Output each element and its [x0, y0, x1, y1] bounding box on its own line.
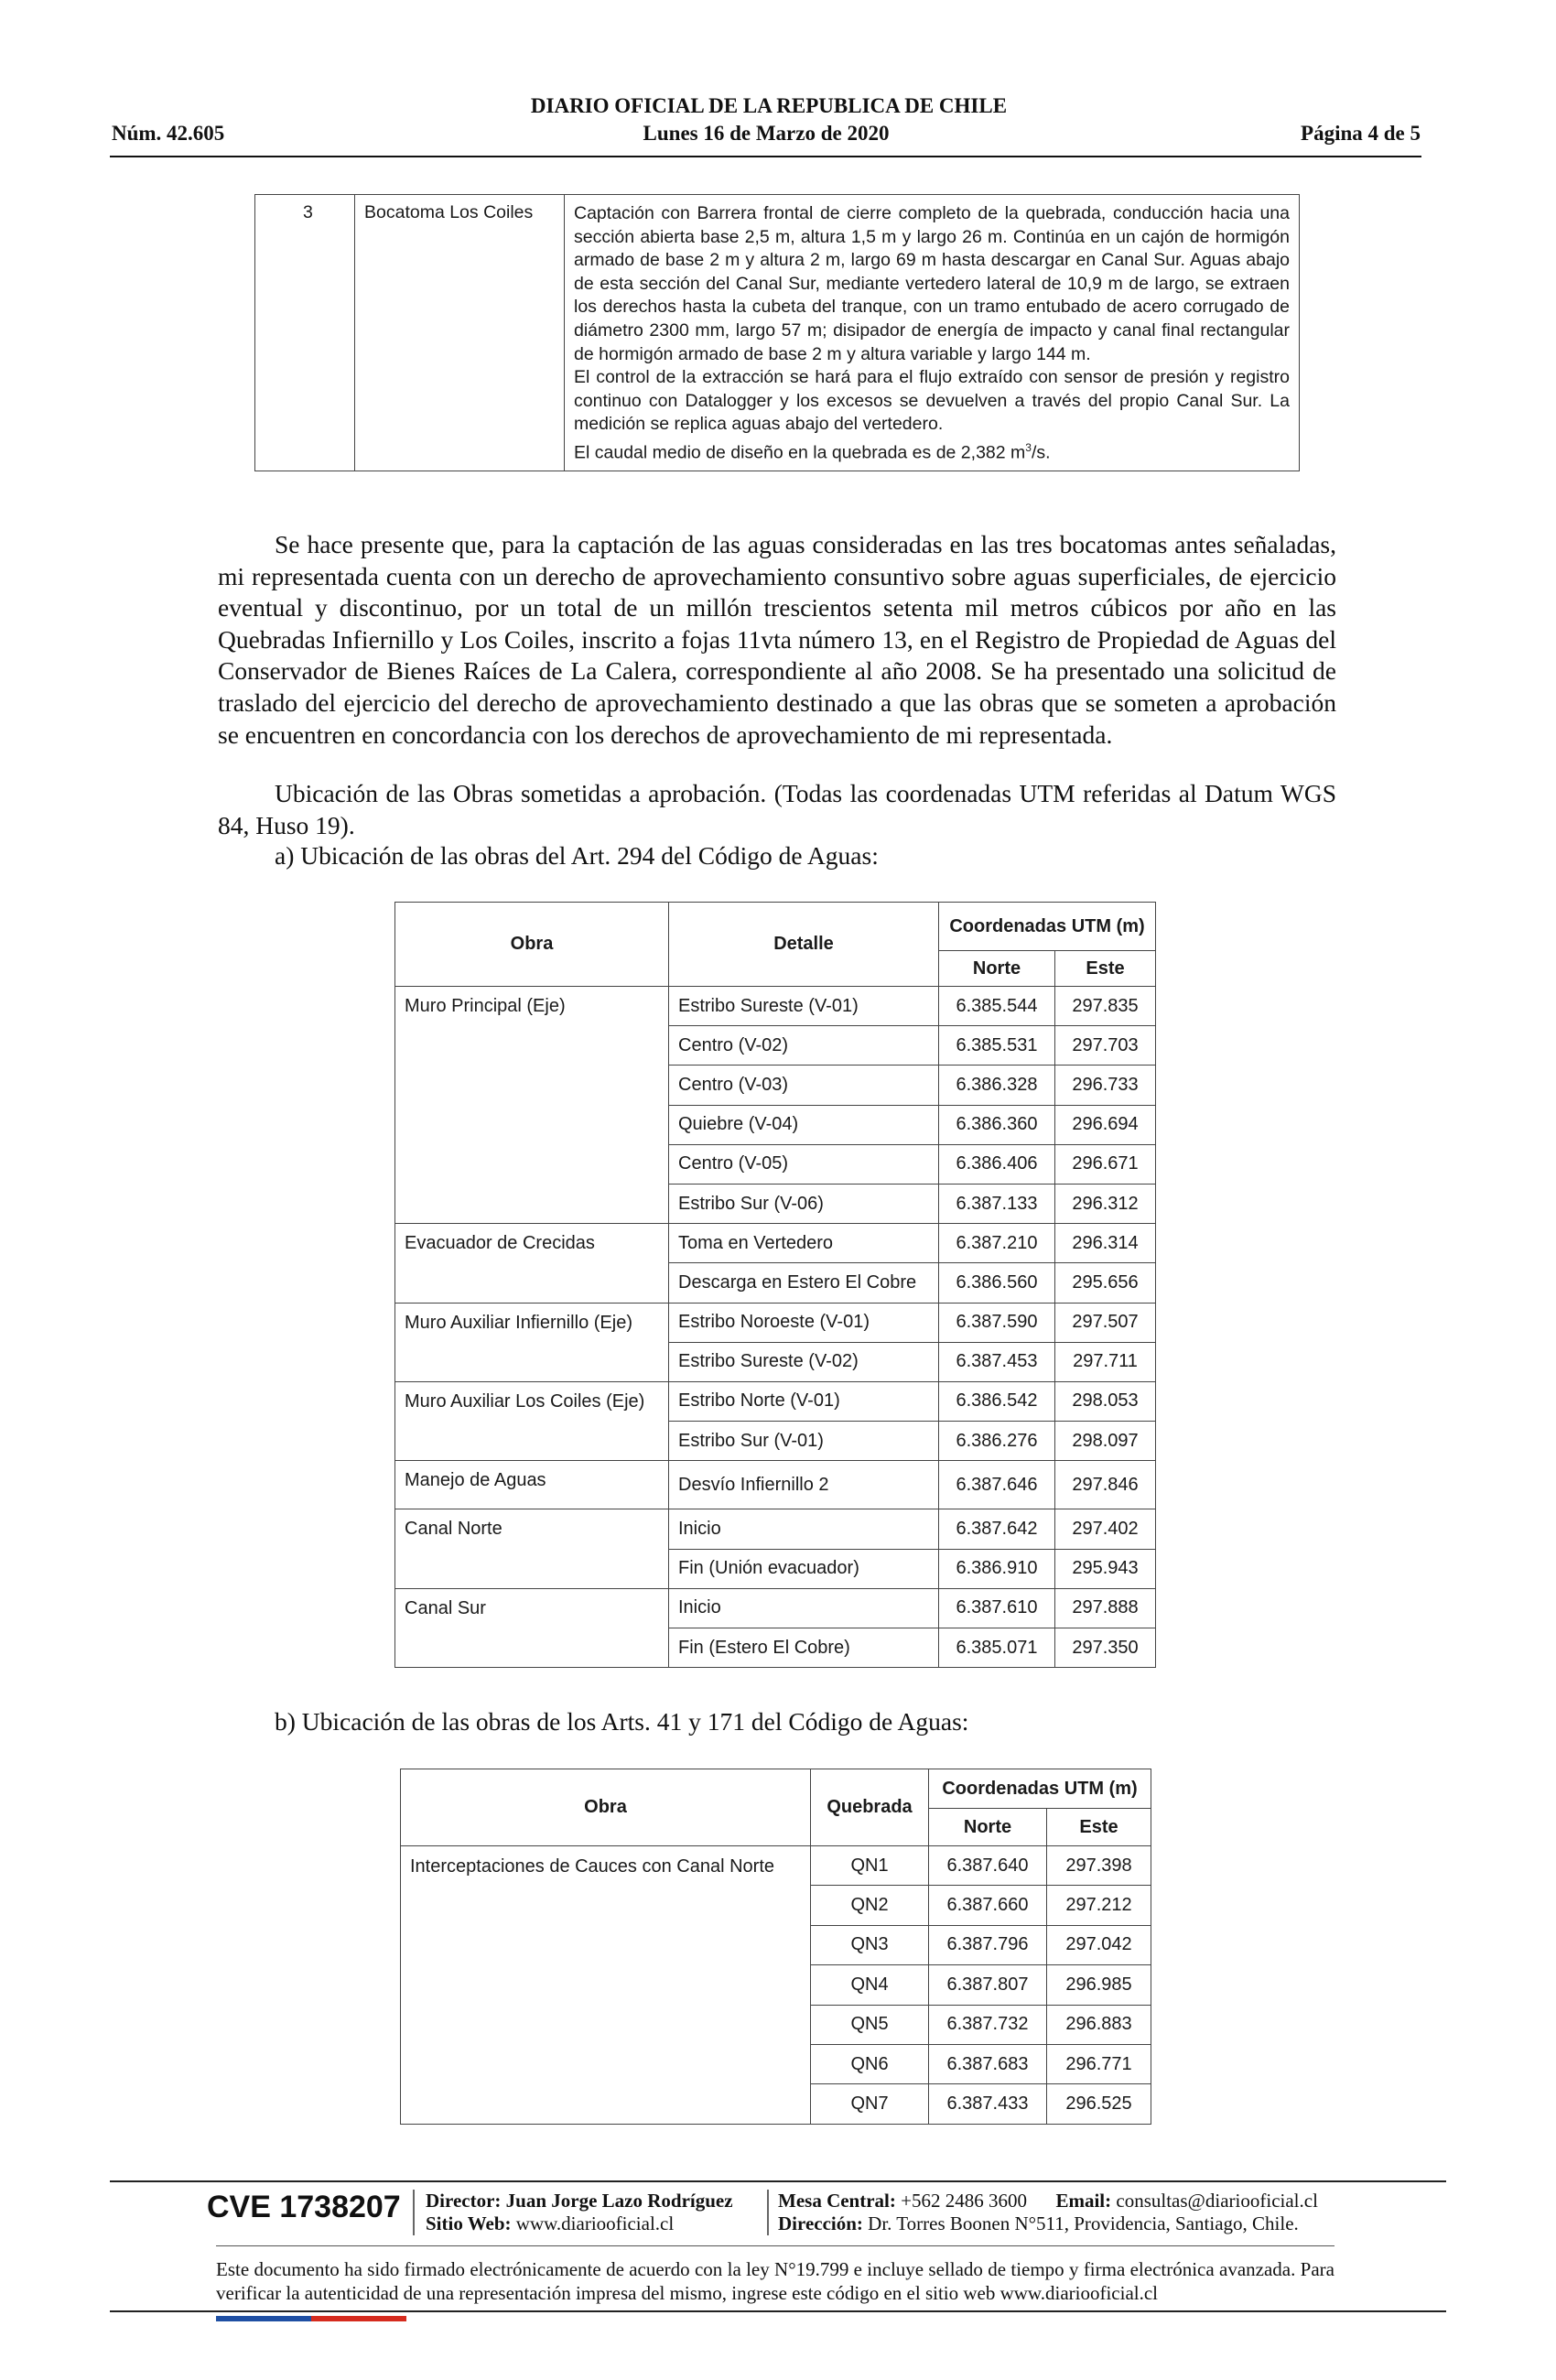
col-header-quebrada: Quebrada: [811, 1769, 929, 1846]
cve-code: CVE 1738207: [207, 2190, 401, 2224]
footer-top-rule: [110, 2180, 1446, 2182]
cell-este: 296.525: [1047, 2084, 1151, 2124]
cell-norte: 6.387.732: [929, 2005, 1047, 2044]
col-header-obra: Obra: [401, 1769, 811, 1846]
col-header-este: Este: [1055, 951, 1156, 987]
cell-norte: 6.386.560: [939, 1263, 1055, 1303]
cell-este: 298.053: [1055, 1381, 1156, 1421]
col-header-este: Este: [1047, 1809, 1151, 1846]
intake-number: 3: [255, 195, 355, 471]
cell-quebrada: QN6: [811, 2044, 929, 2083]
cell-detalle: Estribo Noroeste (V-01): [669, 1303, 939, 1342]
cell-detalle: Descarga en Estero El Cobre: [669, 1263, 939, 1303]
cell-norte: 6.387.660: [929, 1886, 1047, 1925]
cell-quebrada: QN7: [811, 2084, 929, 2124]
cell-norte: 6.387.640: [929, 1846, 1047, 1886]
cell-norte: 6.386.360: [939, 1105, 1055, 1144]
footer-divider: [413, 2190, 415, 2235]
cell-este: 297.888: [1055, 1588, 1156, 1628]
cell-obra: Muro Principal (Eje): [395, 987, 669, 1224]
cell-este: 295.943: [1055, 1549, 1156, 1588]
cell-este: 296.733: [1055, 1066, 1156, 1105]
cell-norte: 6.387.433: [929, 2084, 1047, 2124]
cell-este: 298.097: [1055, 1422, 1156, 1461]
email-link[interactable]: consultas@diariooficial.cl: [1116, 2190, 1318, 2212]
cell-detalle: Centro (V-03): [669, 1066, 939, 1105]
cell-detalle: Centro (V-02): [669, 1026, 939, 1066]
table-header-row: [395, 903, 1156, 951]
cell-obra: Interceptaciones de Cauces con Canal Norte: [401, 1846, 811, 2125]
cell-obra: Muro Auxiliar Los Coiles (Eje): [395, 1381, 669, 1460]
phone-number: +562 2486 3600: [901, 2190, 1027, 2212]
cell-detalle: Quiebre (V-04): [669, 1105, 939, 1144]
footer-contact-block: Mesa Central: +562 2486 3600 Email: consultas@diariooficial.cl Dirección: Dr. Torres Boonen N°511, Providencia, Santiago, Chile.: [778, 2190, 1318, 2234]
cell-obra: Manejo de Aguas: [395, 1461, 669, 1509]
cell-este: 297.350: [1055, 1628, 1156, 1668]
cell-norte: 6.385.071: [939, 1628, 1055, 1668]
cell-este: 296.985: [1047, 1965, 1151, 2005]
heading-table-a: a) Ubicación de las obras del Art. 294 del Código de Aguas:: [275, 841, 879, 870]
cell-detalle: Fin (Unión evacuador): [669, 1549, 939, 1588]
cell-este: 296.671: [1055, 1144, 1156, 1184]
cell-norte: 6.387.796: [929, 1925, 1047, 1964]
intake-description-text: Captación con Barrera frontal de cierre completo de la quebrada, conducción hacia una sección abierta base 2,5 m, altura 1,5 m y largo 26 m. Continúa en un cajón de hormigón armado de base 2 m y altura 2 m, largo 69 m hasta descargar en Canal Sur. Aguas abajo de esta sección del Canal Sur, mediante vertedero lateral de 10,9 m de largo, se extraen los derechos hasta la cubeta del tranque, con un tramo entubado de acero corrugado de diámetro 2300 mm, largo 57 m; disipador de energía de impacto y canal final rectangular de hormigón armado de base 2 m y altura variable y largo 144 m.: [574, 203, 1290, 364]
cell-norte: 6.387.610: [939, 1588, 1055, 1628]
col-header-norte: Norte: [929, 1809, 1047, 1846]
cell-detalle: Toma en Vertedero: [669, 1224, 939, 1263]
table-row: [395, 1303, 1156, 1342]
col-header-detalle: Detalle: [669, 903, 939, 987]
coordinates-table-arts-41-171: [400, 1769, 1151, 2125]
header-rule: [110, 156, 1421, 157]
director-name: Juan Jorge Lazo Rodríguez: [505, 2190, 733, 2212]
cell-norte: 6.386.542: [939, 1381, 1055, 1421]
cell-este: 297.835: [1055, 987, 1156, 1026]
cell-este: 297.398: [1047, 1846, 1151, 1886]
cell-detalle: Inicio: [669, 1509, 939, 1549]
table-row: [395, 1381, 1156, 1421]
cell-detalle: Estribo Norte (V-01): [669, 1381, 939, 1421]
table-row: [395, 1509, 1156, 1549]
flag-bar-red: [311, 2316, 406, 2321]
cell-norte: 6.385.531: [939, 1026, 1055, 1066]
footer-director-block: Director: Juan Jorge Lazo Rodríguez Sitio Web: www.diariooficial.cl: [426, 2190, 733, 2234]
cell-norte: 6.387.210: [939, 1224, 1055, 1263]
table-row: [395, 1224, 1156, 1263]
cell-este: 296.694: [1055, 1105, 1156, 1144]
issue-number: Núm. 42.605: [112, 122, 225, 145]
intake-flow-text: El caudal medio de diseño en la quebrada es de 2,382 $m^3/s$.: [574, 440, 1051, 463]
table-header-row: [401, 1769, 1151, 1809]
intake-control-text: El control de la extracción se hará para el flujo extraído con sensor de presión y registro continuo con Datalogger y los excesos se devuelven a través del propio Canal Sur. La medición se replica aguas abajo del vertedero.: [574, 367, 1290, 435]
col-header-coordenadas: Coordenadas UTM (m): [939, 903, 1156, 951]
footer-mid-rule: [216, 2245, 1334, 2246]
publication-title: DIARIO OFICIAL DE LA REPUBLICA DE CHILE: [530, 94, 1008, 117]
cell-detalle: Centro (V-05): [669, 1144, 939, 1184]
flag-bar-blue: [216, 2316, 311, 2321]
cell-norte: 6.387.683: [929, 2044, 1047, 2083]
cell-quebrada: QN3: [811, 1925, 929, 1964]
cell-este: 297.703: [1055, 1026, 1156, 1066]
issue-date: Lunes 16 de Marzo de 2020: [643, 122, 890, 145]
table-row: [401, 1846, 1151, 1886]
cell-norte: 6.386.910: [939, 1549, 1055, 1588]
heading-table-b: b) Ubicación de las obras de los Arts. 41 y 171 del Código de Aguas:: [275, 1707, 969, 1736]
cell-este: 295.656: [1055, 1263, 1156, 1303]
cell-norte: 6.386.328: [939, 1066, 1055, 1105]
cell-detalle: Desvío Infiernillo 2: [669, 1461, 939, 1509]
cell-detalle: Estribo Sur (V-06): [669, 1184, 939, 1223]
cell-obra: Canal Sur: [395, 1588, 669, 1667]
cell-este: 296.771: [1047, 2044, 1151, 2083]
cell-este: 297.042: [1047, 1925, 1151, 1964]
intake-table: [254, 194, 1300, 471]
address: Dr. Torres Boonen N°511, Providencia, Santiago, Chile.: [868, 2212, 1299, 2234]
cell-detalle: Inicio: [669, 1588, 939, 1628]
intake-description: [565, 195, 1300, 471]
table-row: [255, 195, 1300, 471]
table-row: [395, 987, 1156, 1026]
cell-norte: 6.386.276: [939, 1422, 1055, 1461]
paragraph-water-rights: Se hace presente que, para la captación de las aguas consideradas en las tres bocatomas antes señaladas, mi representada cuenta con un derecho de aprovechamiento consuntivo sobre aguas superficiales, de ejercicio eventual y discontinuo, por un total de un millón trescientos setenta mil metros cúbicos por año en las Quebradas Infiernillo y Los Coiles, inscrito a fojas 11vta número 13, en el Registro de Propiedad de Aguas del Conservador de Bienes Raíces de La Calera, correspondiente al año 2008. Se ha presentado una solicitud de traslado del ejercicio del derecho de aprovechamiento destinado a que las obras que se someten a aprobación se encuentren en concordancia con los derechos de aprovechamiento de mi representada.: [218, 530, 1336, 749]
col-header-norte: Norte: [939, 951, 1055, 987]
website-link[interactable]: www.diariooficial.cl: [515, 2212, 675, 2234]
footer-bottom-rule: [110, 2310, 1446, 2312]
cell-este: 296.312: [1055, 1184, 1156, 1223]
coordinates-table-art-294: [394, 902, 1156, 1668]
cell-detalle: Fin (Estero El Cobre): [669, 1628, 939, 1668]
cell-quebrada: QN2: [811, 1886, 929, 1925]
cell-este: 296.883: [1047, 2005, 1151, 2044]
cell-quebrada: QN1: [811, 1846, 929, 1886]
page-number: Página 4 de 5: [1301, 122, 1421, 145]
col-header-obra: Obra: [395, 903, 669, 987]
table-row: [395, 1588, 1156, 1628]
cell-norte: 6.387.646: [939, 1461, 1055, 1509]
signature-note: Este documento ha sido firmado electrónicamente de acuerdo con la ley N°19.799 e incluye sellado de tiempo y firma electrónica avanzada. Para verificar la autenticidad de una representación impresa del mismo, ingrese este código en el sitio web www.diariooficial.cl: [216, 2258, 1334, 2304]
cell-norte: 6.387.807: [929, 1965, 1047, 2005]
table-row: [395, 1461, 1156, 1509]
intake-name: Bocatoma Los Coiles: [355, 195, 565, 471]
cell-este: 297.402: [1055, 1509, 1156, 1549]
col-header-coordenadas: Coordenadas UTM (m): [929, 1769, 1151, 1809]
cell-obra: Evacuador de Crecidas: [395, 1224, 669, 1303]
cell-este: 296.314: [1055, 1224, 1156, 1263]
footer-divider: [767, 2190, 769, 2235]
cell-norte: 6.386.406: [939, 1144, 1055, 1184]
cell-norte: 6.387.133: [939, 1184, 1055, 1223]
cell-norte: 6.385.544: [939, 987, 1055, 1026]
cell-detalle: Estribo Sureste (V-01): [669, 987, 939, 1026]
cell-norte: 6.387.642: [939, 1509, 1055, 1549]
cell-este: 297.507: [1055, 1303, 1156, 1342]
cell-este: 297.212: [1047, 1886, 1151, 1925]
cell-obra: Canal Norte: [395, 1509, 669, 1588]
cell-quebrada: QN4: [811, 1965, 929, 2005]
paragraph-works-location: Ubicación de las Obras sometidas a aprobación. (Todas las coordenadas UTM referidas al Datum WGS 84, Huso 19).: [218, 779, 1336, 839]
cell-norte: 6.387.453: [939, 1342, 1055, 1381]
cell-norte: 6.387.590: [939, 1303, 1055, 1342]
cell-detalle: Estribo Sur (V-01): [669, 1422, 939, 1461]
cell-este: 297.711: [1055, 1342, 1156, 1381]
cell-este: 297.846: [1055, 1461, 1156, 1509]
cell-detalle: Estribo Sureste (V-02): [669, 1342, 939, 1381]
cell-quebrada: QN5: [811, 2005, 929, 2044]
cell-obra: Muro Auxiliar Infiernillo (Eje): [395, 1303, 669, 1381]
